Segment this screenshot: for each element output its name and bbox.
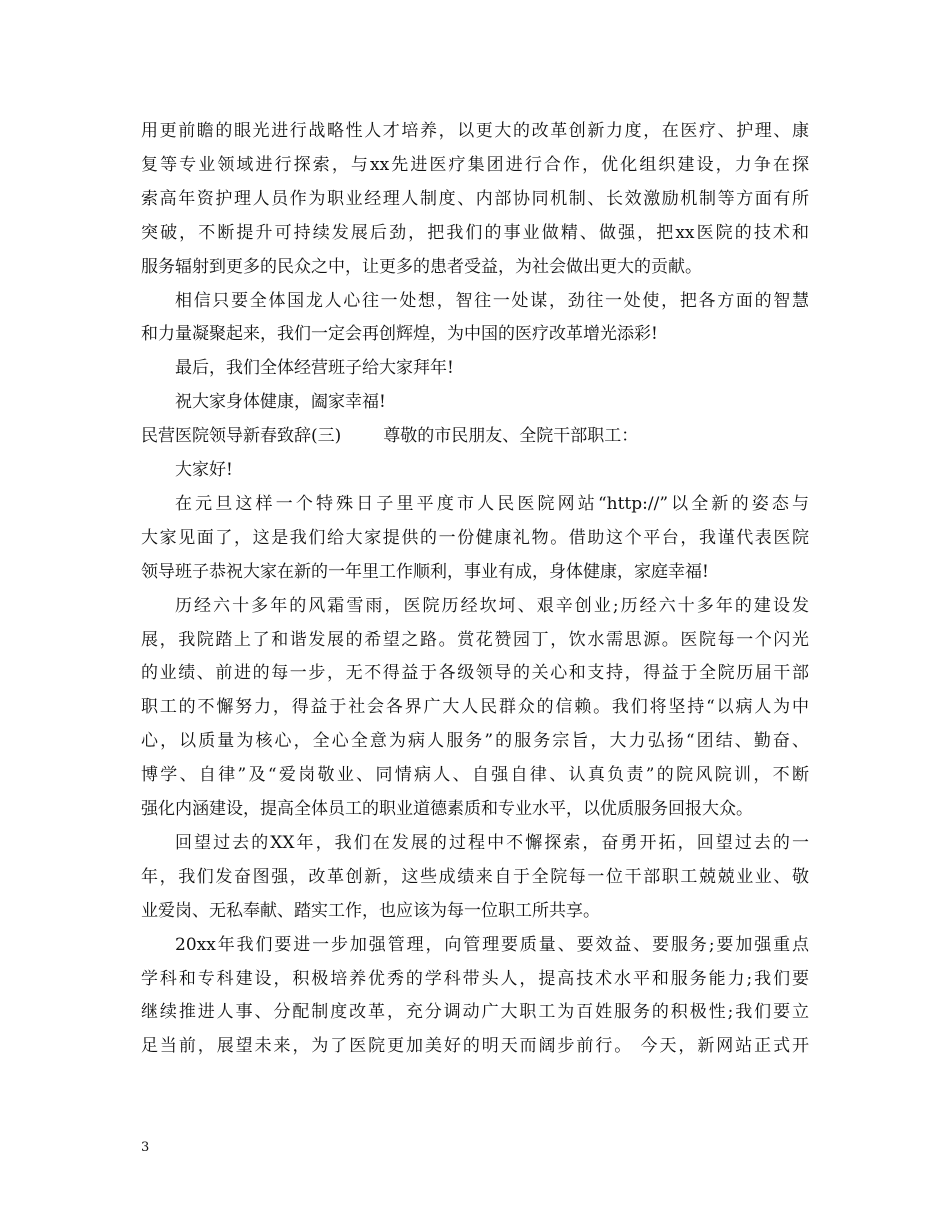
text-line: 服务辐射到更多的民众之中，让更多的患者受益，为社会做出更大的贡献。 [141, 257, 702, 277]
text-line: 业爱岗、无私奉献、踏实工作，也应该为每一位职工所共享。 [141, 901, 600, 921]
text-line: 继续推进人事、分配制度改革，充分调动广大职工为百姓服务的积极性;我们要立 [141, 1002, 809, 1022]
text-line: 用更前瞻的眼光进行战略性人才培养，以更大的改革创新力度，在医疗、护理、康 [141, 121, 809, 141]
text-line: 心，以质量为核心，全心全意为病人服务”的服务宗旨，大力弘扬“团结、勤奋、 [141, 731, 809, 751]
text-line: 强化内涵建设，提高全体员工的职业道德素质和专业水平，以优质服务回报大众。 [141, 799, 753, 819]
text-line: 祝大家身体健康，阖家幸福! [175, 392, 386, 412]
text-line: 足当前，展望未来，为了医院更加美好的明天而阔步前行。 今天，新网站正式开 [141, 1036, 809, 1056]
text-line: 博学、自律”及“爱岗敬业、同情病人、自强自律、认真负责”的院风院训，不断 [141, 765, 809, 785]
text-line: 在元旦这样一个特殊日子里平度市人民医院网站“http://”以全新的姿态与 [175, 494, 809, 514]
text-line: 展，我院踏上了和谐发展的希望之路。赏花赞园丁，饮水需思源。医院每一个闪光 [141, 630, 809, 650]
text-line: 职工的不懈努力，得益于社会各界广大人民群众的信赖。我们将坚持“以病人为中 [141, 697, 809, 717]
text-line: 学科和专科建设，积极培养优秀的学科带头人，提高技术水平和服务能力;我们要 [141, 969, 809, 989]
text-line: 大家见面了，这是我们给大家提供的一份健康礼物。借助这个平台，我谨代表医院 [141, 528, 809, 548]
text-line: 年，我们发奋图强，改革创新，这些成绩来自于全院每一位干部职工兢兢业业、敬 [141, 867, 809, 887]
text-line: 索高年资护理人员作为职业经理人制度、内部协同机制、长效激励机制等方面有所 [141, 189, 809, 209]
text-line: 历经六十多年的风霜雪雨，医院历经坎坷、艰辛创业;历经六十多年的建设发 [175, 596, 809, 616]
section-heading [141, 425, 821, 447]
text-line: 复等专业领域进行探索，与xx先进医疗集团进行合作，优化组织建设，力争在探 [141, 155, 809, 175]
text-line: 大家好! [175, 460, 233, 480]
text-line: 相信只要全体国龙人心往一处想，智往一处谋，劲往一处使，把各方面的智慧 [175, 291, 809, 311]
text-line: 领导班子恭祝大家在新的一年里工作顺利，事业有成，身体健康，家庭幸福! [141, 562, 709, 582]
text-line: 回望过去的XX年，我们在发展的过程中不懈探索，奋勇开拓，回望过去的一 [175, 833, 809, 853]
section-title: 民营医院领导新春致辞(三) [141, 426, 342, 446]
text-line: 的业绩、前进的每一步，无不得益于各级领导的关心和支持，得益于全院历届干部 [141, 663, 809, 683]
section-salutation: 尊敬的市民朋友、全院干部职工： [383, 426, 639, 446]
text-line: 20xx年我们要进一步加强管理，向管理要质量、要效益、要服务;要加强重点 [175, 935, 809, 955]
text-line: 和力量凝聚起来，我们一定会再创辉煌，为中国的医疗改革增光添彩! [141, 324, 658, 344]
text-line: 最后，我们全体经营班子给大家拜年! [175, 358, 454, 378]
page-number: 3 [141, 1140, 150, 1155]
text-line: 突破，不断提升可持续发展后劲，把我们的事业做精、做强，把xx医院的技术和 [141, 223, 809, 243]
